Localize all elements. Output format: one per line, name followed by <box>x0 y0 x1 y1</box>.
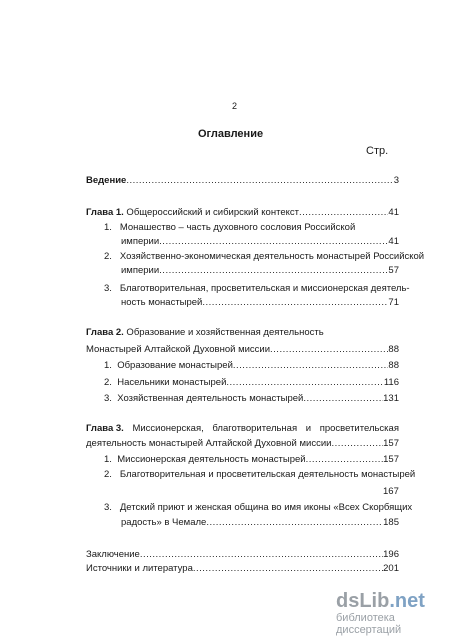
toc-item-1-1-cont <box>121 236 399 248</box>
chapter-title-cont: деятельность монастырей Алтайской Духовной миссии <box>86 438 332 449</box>
chapter-heading <box>86 207 299 219</box>
chapter-title-word: просветительская <box>319 423 399 434</box>
toc-entry-page: 201 <box>383 563 399 574</box>
item-number: 2. <box>104 377 112 388</box>
item-label-cont: радость» в Чемале <box>121 517 207 528</box>
toc-item-2-3[interactable] <box>104 393 399 405</box>
dot-leader <box>233 360 389 372</box>
chapter-title-word: и <box>305 423 312 434</box>
toc-entry-label: Ведение <box>86 175 127 186</box>
chapter-title: Общероссийский и сибирский контекст <box>123 207 299 218</box>
item-label: Детский приют и женская община во имя иконы «Всех Скорбящих <box>119 502 413 513</box>
item-label: Миссионерская деятельность монастырей <box>117 454 306 465</box>
toc-entry-page: 167 <box>383 486 399 497</box>
item-label-cont: империи <box>121 236 160 247</box>
page-number: 2 <box>232 101 238 111</box>
toc-chapter-3[interactable] <box>86 423 399 435</box>
dot-leader <box>140 549 383 561</box>
dot-leader <box>159 236 388 248</box>
watermark-subtitle: библиотека диссертаций <box>336 612 402 636</box>
dot-leader <box>226 377 383 389</box>
chapter-number: Глава 1. <box>86 207 124 218</box>
toc-entry-label: Заключение <box>86 549 140 560</box>
toc-item-1-3-cont <box>121 297 399 309</box>
item-number: 1. <box>104 222 112 233</box>
toc-chapter-2[interactable] <box>86 327 324 339</box>
watermark-logo-main: dsLib <box>336 590 390 612</box>
toc-chapter-1[interactable] <box>86 207 399 219</box>
toc-entry-page: 41 <box>388 207 399 218</box>
toc-title: Оглавление <box>198 128 264 140</box>
toc-entry-page: 116 <box>383 377 399 388</box>
toc-item-3-3-cont <box>121 517 399 529</box>
dot-leader <box>206 517 383 529</box>
item-number: 3. <box>104 393 112 404</box>
dot-leader <box>193 563 383 575</box>
watermark-logo-tld: .net <box>389 590 425 612</box>
toc-entry-page: 131 <box>383 393 399 404</box>
toc-entry-page: 71 <box>388 297 399 308</box>
toc-entry-sources[interactable] <box>86 563 399 575</box>
chapter-title-word: Миссионерская, <box>132 423 204 434</box>
toc-item-3-1[interactable] <box>104 454 399 466</box>
chapter-title-cont: Монастырей Алтайской Духовной миссии <box>86 344 271 355</box>
toc-item-1-2-cont <box>121 265 399 277</box>
toc-entry-page: 185 <box>383 517 399 528</box>
toc-entry-page: 196 <box>383 549 399 560</box>
item-number: 2. <box>104 251 112 262</box>
item-number: 1. <box>104 454 112 465</box>
page-column-header: Стр. <box>366 145 389 157</box>
chapter-title-word: благотворительная <box>212 423 298 434</box>
chapter-number: Глава 2. <box>86 327 124 338</box>
toc-item-1-3[interactable] <box>104 283 410 295</box>
toc-entry-page: 157 <box>383 454 399 465</box>
item-label: Монашество – часть духовного сословия Российской <box>119 222 356 233</box>
toc-entry-page: 157 <box>383 438 399 449</box>
chapter-number: Глава 3. <box>86 423 124 434</box>
item-label: Хозяйственно-экономическая деятельность монастырей Российской <box>119 251 425 262</box>
toc-entry-page: 88 <box>388 360 399 371</box>
item-label-cont: империи <box>121 265 160 276</box>
toc-item-2-2[interactable] <box>104 377 399 389</box>
toc-chapter-2-cont <box>86 344 399 356</box>
item-label-cont: ность монастырей <box>121 297 203 308</box>
item-label: Насельники монастырей <box>117 377 227 388</box>
item-number: 3. <box>104 502 112 513</box>
dot-leader <box>270 344 388 356</box>
toc-item-1-1[interactable] <box>104 222 355 234</box>
item-label: Благотворительная и просветительская деятельность монастырей <box>119 469 416 480</box>
watermark-logo <box>336 590 425 613</box>
item-label: Хозяйственная деятельность монастырей <box>117 393 304 404</box>
item-number: 1. <box>104 360 112 371</box>
dot-leader <box>303 393 383 405</box>
item-number: 2. <box>104 469 112 480</box>
toc-entry-conclusion[interactable] <box>86 549 399 561</box>
dot-leader <box>202 297 388 309</box>
toc-item-2-1[interactable] <box>104 360 399 372</box>
item-label: Благотворительная, просветительская и миссионерская деятель- <box>119 283 410 294</box>
toc-entry-label: Источники и литература <box>86 563 193 574</box>
toc-entry-page: 41 <box>388 236 399 247</box>
dot-leader <box>159 265 388 277</box>
toc-item-3-2[interactable] <box>104 469 415 481</box>
item-number: 3. <box>104 283 112 294</box>
toc-entry-page: 88 <box>388 344 399 355</box>
dot-leader <box>299 207 388 219</box>
chapter-title: Образование и хозяйственная деятельность <box>123 327 324 338</box>
toc-item-1-2[interactable] <box>104 251 424 263</box>
toc-item-3-3[interactable] <box>104 502 412 514</box>
toc-entry-page: 3 <box>393 175 399 186</box>
item-label: Образование монастырей <box>117 360 233 371</box>
toc-chapter-3-cont <box>86 438 399 450</box>
dot-leader <box>126 175 393 187</box>
toc-entry-intro[interactable] <box>86 175 399 187</box>
dot-leader <box>306 454 384 466</box>
toc-entry-page: 57 <box>388 265 399 276</box>
dot-leader <box>331 438 383 450</box>
